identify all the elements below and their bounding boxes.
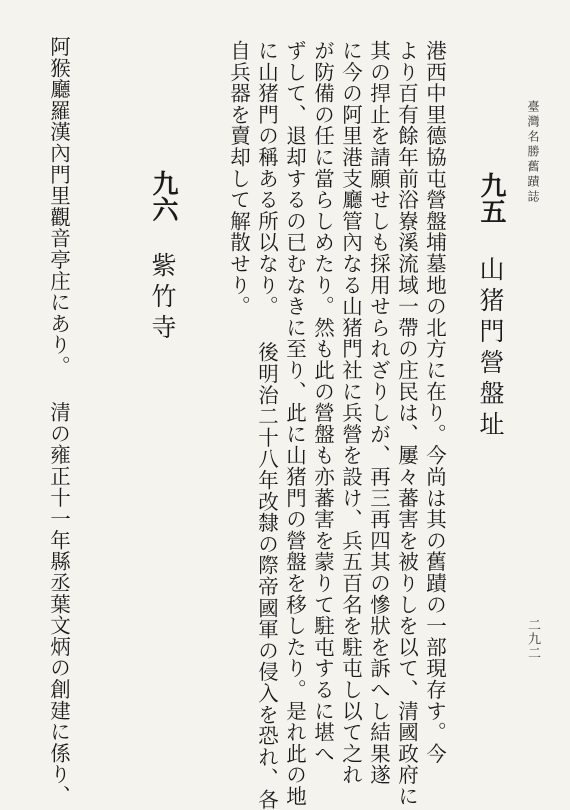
page-number: 二九二 [525,618,540,660]
section-95-line-5: が防備の任に當らしめたり。然も此の營盤も亦蕃害を蒙りて駐屯するに堪へ [310,40,335,765]
section-96-number: 九六 [148,170,178,222]
section-95-line-1: 港西中里德協屯營盤埔墓地の北方に在り。今尚は其の舊蹟の一部現存す。今 [422,40,447,765]
section-95-line-8: 自兵器を賣却して解散せり。 [226,40,251,317]
section-95-line-2: より百有餘年前浴嶚溪流域一帶の庄民は、屢々蕃害を被りしを以て、清國政府に [394,40,419,807]
section-95-line-7: に山猪門の稱ある所以なり。 後明治二十八年改隸の際帝國軍の侵入を恐れ、各 [254,40,279,810]
section-95-line-4: に今の阿里港支廳管內なる山猪門社に兵營を設け、兵五百名を駐屯し以て之れ [338,40,363,786]
section-96-line-1: 阿猴廳羅漢內門里觀音亭庄にあり。 清の雍正十一年縣丞葉文炳の創建に係り、 [46,36,71,807]
section-96-title: 紫竹寺 [148,252,177,345]
section-95-line-6: ずして、退却するの已むなきに至り、此に山猪門の營盤を移したり。是れ此の地 [282,40,307,807]
section-95-line-3: 其の捍止を請願せしも採用せられざりしが、再三再四其の慘狀を訴へし結果遂 [366,40,391,786]
section-95-number: 九五 [476,172,506,224]
section-95-title: 山猪門營盤址 [476,256,505,442]
running-header: 臺灣名勝舊蹟誌 [526,100,540,205]
